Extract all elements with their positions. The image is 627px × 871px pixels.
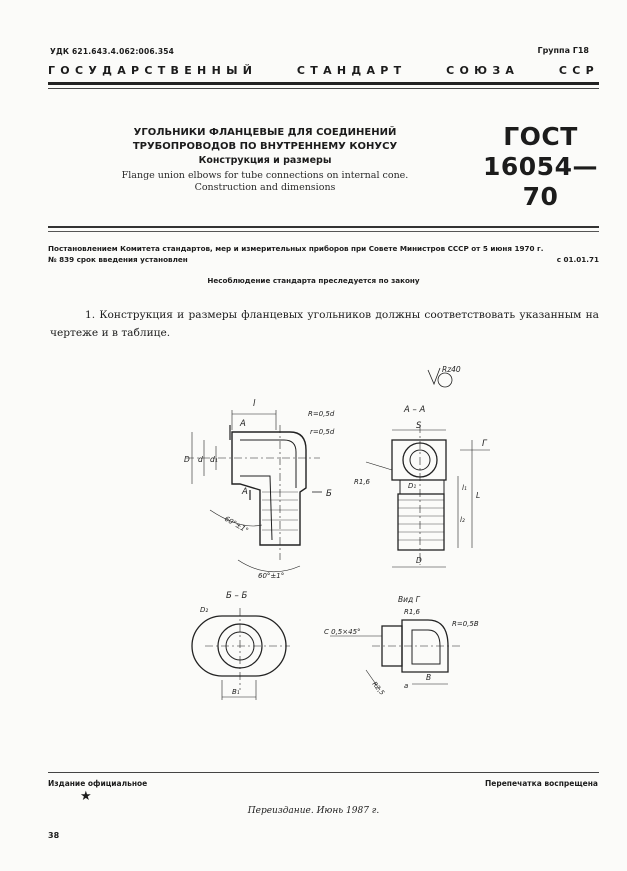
title-ru-line1: УГОЛЬНИКИ ФЛАНЦЕВЫЕ ДЛЯ СОЕДИНЕНИЙ xyxy=(133,127,397,138)
subtitle-russian: Конструкция и размеры xyxy=(198,155,332,166)
label-d1: d₁ xyxy=(210,455,218,464)
title-en-line2: Construction and dimensions xyxy=(194,182,336,193)
reprint-forbidden: Перепечатка воспрещена xyxy=(484,779,598,788)
label-r-outer: R=0,5d xyxy=(308,410,335,418)
label-a-top: А xyxy=(240,419,246,429)
label-section-bb: Б – Б xyxy=(226,591,248,601)
label-chamfer: C 0,5×45° xyxy=(324,628,361,636)
label-D2: D₂ xyxy=(200,606,209,614)
gost-word-3: СОЮЗА xyxy=(446,64,520,77)
label-r05b: R=0,5B xyxy=(452,620,479,628)
gost-word-1: ГОСУДАРСТВЕННЫЙ xyxy=(48,64,258,77)
title-ru-line2: ТРУБОПРОВОДОВ ПО ВНУТРЕННЕМУ КОНУСУ xyxy=(132,141,398,152)
decree-effective-date: с 01.01.71 xyxy=(556,255,599,264)
label-angle-top: 60°±1° xyxy=(223,514,250,535)
section-bb-view xyxy=(192,608,290,700)
gost-word-2: СТАНДАРТ xyxy=(296,64,407,77)
label-L: L xyxy=(476,491,481,500)
gost-number: 16054—70 xyxy=(483,152,598,211)
label-D1: D₁ xyxy=(408,482,417,490)
title-en-line1: Flange union elbows for tube connections on internal cone. xyxy=(121,170,409,181)
reissue-note: Переиздание. Июнь 1987 г. xyxy=(247,806,380,816)
label-s: S xyxy=(416,421,422,431)
edition-official: Издание официальное xyxy=(48,779,148,788)
label-D: D xyxy=(184,455,190,464)
label-a-bottom: А xyxy=(242,487,248,497)
label-b-arrow: Б xyxy=(326,489,332,499)
label-r16: R1,6 xyxy=(354,478,370,486)
label-section-aa: А – А xyxy=(404,405,426,415)
label-r-inner: r=0,5d xyxy=(310,428,335,436)
decree-line1: Постановлением Комитета стандартов, мер и измерительных приборов при Совете Министров СССР от 5 июня 1970 г. xyxy=(48,244,544,253)
label-d: d xyxy=(198,455,203,464)
label-view-g: Вид Г xyxy=(398,595,420,604)
elbow-side-view xyxy=(186,410,322,572)
label-roughness: Rz40 xyxy=(442,365,461,374)
label-r16-view: R1,6 xyxy=(404,608,420,616)
label-l1: l₁ xyxy=(462,484,467,492)
label-angle-bottom: 60°±1° xyxy=(258,572,285,580)
label-r25: R2,5 xyxy=(370,680,387,697)
label-a: a xyxy=(404,682,409,690)
star-icon: ★ xyxy=(80,789,92,804)
decree-line2-left: № 839 срок введения установлен xyxy=(48,255,188,264)
udk-code: УДК 621.643.4.062:006.354 xyxy=(50,47,175,56)
paragraph-1: 1. Конструкция и размеры фланцевых угольников должны соответствовать указанным на чертеже и в таблице. xyxy=(50,309,599,339)
label-l2: l₂ xyxy=(460,516,465,524)
label-l: l xyxy=(253,399,256,409)
group-code: Группа Г18 xyxy=(537,46,589,55)
footer-rule xyxy=(48,772,599,773)
label-B1: B₁ xyxy=(232,688,240,696)
label-B: B xyxy=(426,673,432,682)
page-number: 38 xyxy=(48,831,60,840)
section-aa-view xyxy=(366,368,490,567)
label-g: Г xyxy=(482,439,487,449)
label-D-outer: D xyxy=(416,556,422,565)
gost-label: ГОСТ xyxy=(503,122,578,151)
gost-word-4: ССР xyxy=(558,64,599,77)
legal-warning: Несоблюдение стандарта преследуется по закону xyxy=(207,276,420,285)
